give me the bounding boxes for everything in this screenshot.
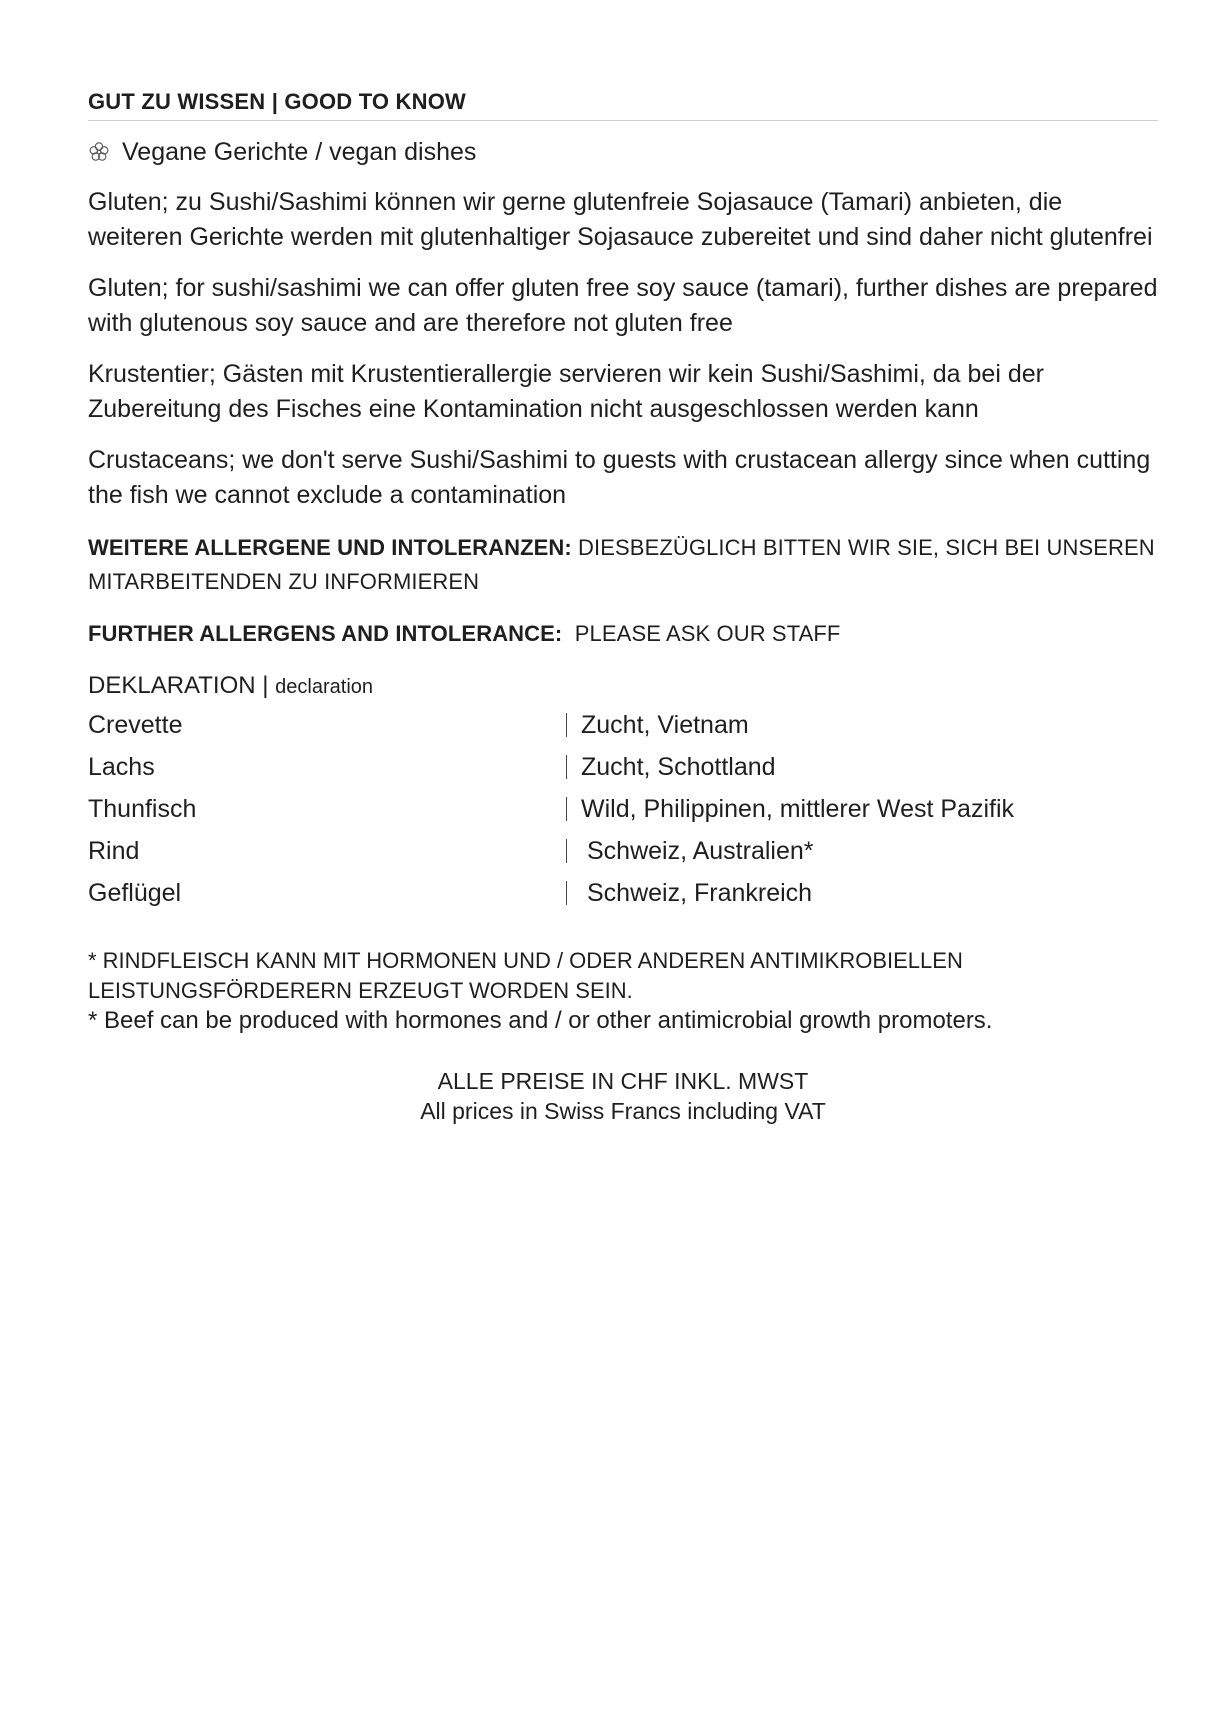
declaration-row xyxy=(88,872,1158,914)
crustacean-note-en: Crustaceans; we don't serve Sushi/Sashimi to guests with crustacean allergy since when cutting the fish we cannot exclude a contamination xyxy=(88,446,1151,509)
divider xyxy=(566,713,575,737)
allergens-label-de: WEITERE ALLERGENE UND INTOLERANZEN: xyxy=(88,535,572,560)
declaration-item: Rind xyxy=(88,837,140,865)
declaration-item: Lachs xyxy=(88,753,155,781)
flower-icon xyxy=(88,141,110,163)
gluten-note-en: Gluten; for sushi/sashimi we can offer gluten free soy sauce (tamari), further dishes are prepared with glutenous soy sauce and are therefore not gluten free xyxy=(88,274,1158,337)
declaration-title-de: DEKLARATION xyxy=(88,672,256,699)
declaration-title xyxy=(88,669,1158,704)
allergens-label-en: FURTHER ALLERGENS AND INTOLERANCE: xyxy=(88,621,563,646)
declaration-row xyxy=(88,704,1158,746)
declaration-item: Geflügel xyxy=(88,879,182,907)
declaration-item: Crevette xyxy=(88,711,183,739)
beef-footnote-de: * RINDFLEISCH KANN MIT HORMONEN UND / ODER ANDEREN ANTIMIKROBIELLEN LEISTUNGSFÖRDERERN ERZEUGT WORDEN SEIN. xyxy=(88,948,963,1003)
prices-note-en: All prices in Swiss Francs including VAT xyxy=(420,1098,826,1124)
page-title: GUT ZU WISSEN | GOOD TO KNOW xyxy=(88,88,1158,121)
declaration-row xyxy=(88,830,1158,872)
allergens-note-en xyxy=(88,617,1158,651)
beef-footnote-en: * Beef can be produced with hormones and / or other antimicrobial growth promoters. xyxy=(88,1007,993,1034)
menu-info-page xyxy=(88,88,1158,1126)
crustacean-note-de: Krustentier; Gästen mit Krustentierallergie servieren wir kein Sushi/Sashimi, da bei der Zubereitung des Fisches eine Kontamination nicht ausgeschlossen werden kann xyxy=(88,360,1044,423)
declaration-origin: Zucht, Schottland xyxy=(581,753,776,781)
beef-footnote xyxy=(88,946,1158,1036)
declaration-origin: Schweiz, Australien* xyxy=(587,837,814,865)
declaration-row xyxy=(88,788,1158,830)
vegan-legend xyxy=(88,135,1158,169)
declaration-title-en: declaration xyxy=(275,676,374,698)
divider xyxy=(566,881,575,905)
declaration-separator: | xyxy=(255,672,276,699)
divider xyxy=(566,755,575,779)
declaration-origin: Wild, Philippinen, mittlerer West Pazifik xyxy=(581,795,1015,823)
declaration-list xyxy=(88,704,1158,914)
prices-note xyxy=(88,1066,1158,1126)
divider xyxy=(566,839,575,863)
prices-note-de: ALLE PREISE IN CHF INKL. MWST xyxy=(437,1068,809,1094)
declaration-item: Thunfisch xyxy=(88,795,197,823)
vegan-label: Vegane Gerichte / vegan dishes xyxy=(122,138,477,166)
declaration-origin: Zucht, Vietnam xyxy=(581,711,749,739)
allergens-note-de xyxy=(88,531,1158,599)
declaration-origin: Schweiz, Frankreich xyxy=(587,879,813,907)
allergens-text-de: DIESBEZÜGLICH BITTEN WIR SIE, SICH BEI UNSEREN MITARBEITENDEN ZU INFORMIEREN xyxy=(88,535,1155,594)
declaration-row xyxy=(88,746,1158,788)
gluten-note-de: Gluten; zu Sushi/Sashimi können wir gerne glutenfreie Sojasauce (Tamari) anbieten, die weiteren Gerichte werden mit glutenhaltiger Sojasauce zubereitet und sind daher nicht glutenfrei xyxy=(88,188,1153,251)
divider xyxy=(566,797,575,821)
allergens-text-en: PLEASE ASK OUR STAFF xyxy=(562,621,841,646)
